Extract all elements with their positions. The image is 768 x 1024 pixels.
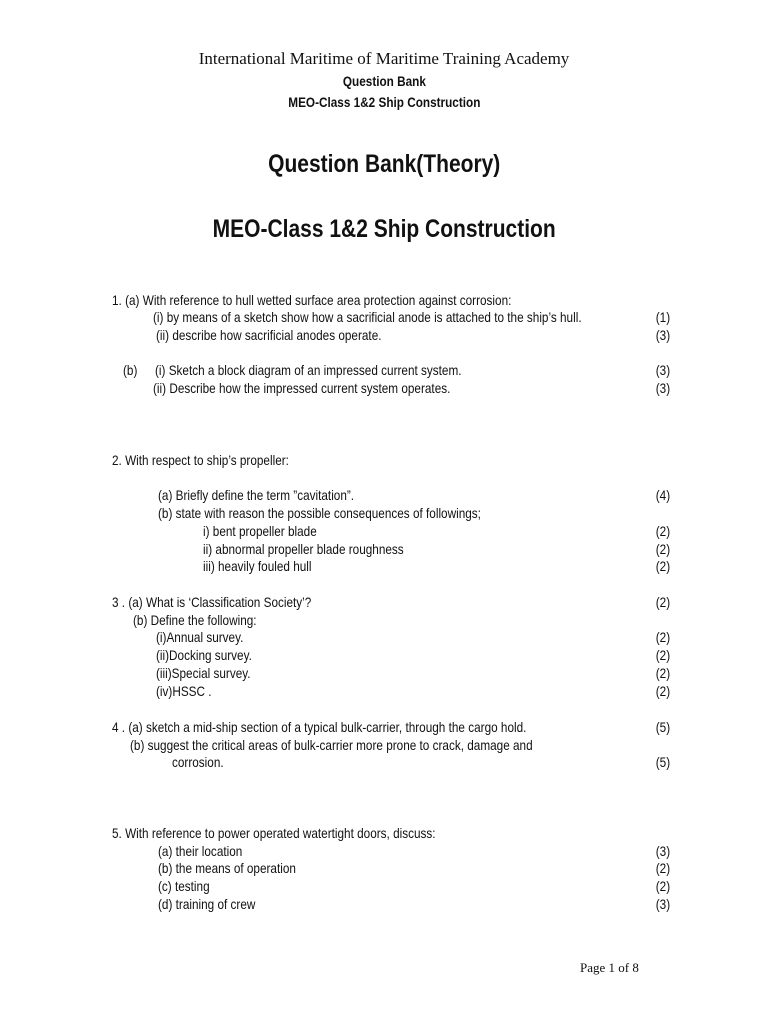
q5-d-mark: (3) (655, 896, 670, 912)
q3-iii: (iii)Special survey. (156, 665, 251, 681)
page-subtitle: MEO-Class 1&2 Ship Construction (212, 215, 556, 243)
q4-b-cont: corrosion. (172, 754, 224, 770)
q1-a-i-mark: (1) (655, 309, 670, 325)
q5-c: (c) testing (158, 878, 210, 894)
q5-a-mark: (3) (655, 843, 670, 859)
q2-b-i: i) bent propeller blade (203, 523, 317, 539)
q2-b-ii-mark: (2) (655, 541, 670, 557)
q1-a-i: (i) by means of a sketch show how a sacrificial anode is attached to the ship’s hull. (153, 309, 582, 325)
q2-b-i-mark: (2) (655, 523, 670, 539)
q1-b-ii-mark: (3) (655, 380, 670, 396)
q1-b-ii: (ii) Describe how the impressed current system operates. (153, 380, 451, 396)
q5-b-mark: (2) (655, 860, 670, 876)
header-subtitle: Question Bank (342, 73, 426, 89)
q3-iv: (iv)HSSC . (156, 683, 212, 699)
institution-name: International Maritime of Maritime Training Academy (198, 49, 570, 68)
q2-a: (a) Briefly define the term ”cavitation”. (158, 487, 355, 503)
q3-i-mark: (2) (655, 629, 670, 645)
q2-b: (b) state with reason the possible consequences of followings; (158, 505, 481, 521)
q3-iii-mark: (2) (655, 665, 670, 681)
q3-stem: 3 . (a) What is ‘Classification Society’? (112, 594, 312, 610)
q5-a: (a) their location (158, 843, 243, 859)
page-number: Page 1 of 8 (580, 960, 639, 975)
q5-d: (d) training of crew (158, 896, 256, 912)
q4-stem-mark: (5) (655, 719, 670, 735)
q4-b-mark: (5) (655, 754, 670, 770)
q1-stem: 1. (a) With reference to hull wetted surface area protection against corrosion: (112, 292, 512, 308)
q1-b-label: (b) (123, 362, 138, 378)
q5-c-mark: (2) (655, 878, 670, 894)
q2-b-iii: iii) heavily fouled hull (203, 558, 312, 574)
page-title: Question Bank(Theory) (267, 150, 501, 178)
q5-stem: 5. With reference to power operated watertight doors, discuss: (112, 825, 436, 841)
header-course: MEO-Class 1&2 Ship Construction (287, 94, 481, 110)
q1-a-ii-mark: (3) (655, 327, 670, 343)
q3-b: (b) Define the following: (133, 612, 257, 628)
q3-i: (i)Annual survey. (156, 629, 244, 645)
q4-b: (b) suggest the critical areas of bulk-carrier more prone to crack, damage and (130, 737, 533, 753)
q1-b-i-mark: (3) (655, 362, 670, 378)
q1-a-ii: (ii) describe how sacrificial anodes operate. (156, 327, 382, 343)
q4-stem: 4 . (a) sketch a mid-ship section of a typical bulk-carrier, through the cargo hold. (112, 719, 527, 735)
q3-ii: (ii)Docking survey. (156, 647, 252, 663)
q1-b-i: (i) Sketch a block diagram of an impressed current system. (155, 362, 462, 378)
q2-a-mark: (4) (655, 487, 670, 503)
q2-b-ii: ii) abnormal propeller blade roughness (203, 541, 404, 557)
q5-b: (b) the means of operation (158, 860, 296, 876)
q3-iv-mark: (2) (655, 683, 670, 699)
q2-stem: 2. With respect to ship’s propeller: (112, 452, 289, 468)
q3-ii-mark: (2) (655, 647, 670, 663)
q2-b-iii-mark: (2) (655, 558, 670, 574)
q3-stem-mark: (2) (655, 594, 670, 610)
